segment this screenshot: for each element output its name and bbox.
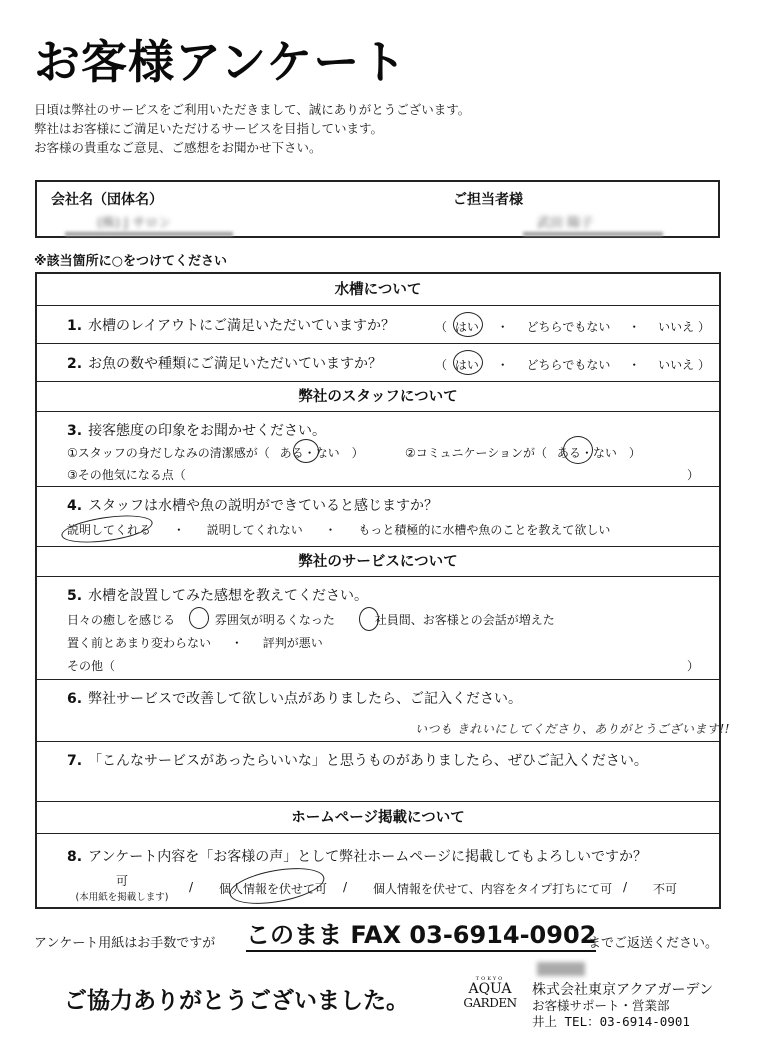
question-3-number: 3.	[67, 423, 83, 439]
question-7-text: 「こんなサービスがあったらいいな」と思うものがありましたら、ぜひご記入ください。	[88, 753, 648, 769]
section-homepage-title: ホームページ掲載について	[291, 810, 465, 826]
section-homepage-header	[37, 802, 719, 834]
question-8-text: アンケート内容を「お客様の声」として弊社ホームページに掲載してもよろしいですか？	[88, 849, 647, 865]
q3-sub2-selected-circle	[563, 436, 593, 464]
q2-option-neutral[interactable]: どちらでもない	[526, 358, 611, 372]
fax-number: このまま FAX 03-6914-0902	[246, 920, 596, 952]
company-name: 株式会社東京アクアガーデン	[532, 982, 714, 998]
person-name-underline	[523, 232, 663, 236]
section-tank-header	[37, 274, 719, 306]
question-5-number: 5.	[67, 588, 83, 604]
q4-selected-circle	[60, 511, 154, 548]
q2-option-no[interactable]: いいえ	[658, 358, 695, 372]
q3-sub1-selected-circle	[293, 439, 319, 463]
person-name-label: ご担当者様	[453, 192, 523, 208]
question-4-number: 4.	[67, 498, 83, 514]
question-6-text: 弊社サービスで改善して欲しい点がありましたら、ご記入ください。	[88, 691, 523, 707]
section-service-title: 弊社のサービスについて	[298, 554, 458, 570]
q5-option-brighter[interactable]: 雰囲気が明るくなった	[214, 613, 335, 627]
question-3: 3. 接客態度の印象をお聞かせください。 ①スタッフの身だしなみの清潔感が（ ある・ない ） ②コミュニケーションが（ ある・ない ） ③その他気になる点（ ）	[37, 412, 719, 487]
question-1	[37, 306, 719, 344]
q3-sub-3: ③その他気になる点（	[67, 468, 186, 482]
q8-option-not-allowed[interactable]: 不可	[653, 882, 678, 896]
section-staff-header	[37, 382, 719, 412]
q1-option-neutral[interactable]: どちらでもない	[526, 320, 611, 334]
company-name-label: 会社名（団体名）	[51, 192, 163, 208]
q3-sub-1: ①スタッフの身だしなみの清潔感が（ ある・ない ）	[67, 446, 364, 460]
q6-handwritten-answer[interactable]: いつも きれいにしてくださり、ありがとうございます!!	[415, 722, 730, 736]
question-8-number: 8.	[67, 849, 83, 865]
company-name-underline	[65, 232, 233, 236]
fax-instruction	[34, 920, 734, 956]
q4-option-explains[interactable]: 説明してくれる	[67, 523, 152, 537]
q5-other: その他（	[67, 659, 116, 673]
question-7-number: 7.	[67, 753, 83, 769]
question-2-options: （ はい ・ どちらでもない ・ いいえ ）	[435, 358, 710, 372]
question-5: 5. 水槽を設置してみた感想を教えてください。 日々の癒しを感じる 雰囲気が明るくなった 社員間、お客様との会話が増えた 置く前とあまり変わらない ・ 評判が悪い その他（ ）	[37, 577, 719, 680]
question-4-options: 説明してくれる ・ 説明してくれない ・ もっと積極的に水槽や魚のことを教えて欲しい	[67, 523, 611, 537]
q3-sub2-option-no[interactable]: ・ない ）	[580, 446, 641, 460]
q4-option-not-explains[interactable]: 説明してくれない	[206, 523, 303, 537]
fax-prefix: アンケート用紙はお手数ですが	[34, 936, 216, 951]
q3-sub1-option-no[interactable]: ・ない ）	[303, 446, 364, 460]
instruction-note: ※該当箇所に○をつけてください	[34, 254, 227, 269]
company-contact: 井上 TEL：03-6914-0901	[532, 1014, 690, 1029]
q5-mark-2	[359, 607, 379, 631]
section-staff-title: 弊社のスタッフについて	[298, 389, 458, 405]
question-6-number: 6.	[67, 691, 83, 707]
question-3-text: 接客態度の印象をお聞かせください。	[88, 423, 327, 439]
q5-option-bad-reputation[interactable]: 評判が悪い	[262, 636, 323, 650]
q5-option-more-conversation[interactable]: 社員間、お客様との会話が増えた	[374, 613, 555, 627]
q3-sub1-option-yes[interactable]: ある	[279, 446, 304, 460]
section-tank-title: 水槽について	[334, 282, 422, 298]
q5-line-1	[67, 611, 555, 628]
q1-selected-circle	[453, 312, 483, 337]
q2-option-yes[interactable]: はい	[454, 358, 479, 372]
intro-text	[34, 100, 470, 157]
q8-option-anonymous[interactable]: 個人情報を伏せて可	[219, 882, 328, 896]
q8-option-allowed[interactable]: 可 (本用紙を掲載します)	[75, 874, 169, 903]
question-8: 8. アンケート内容を「お客様の声」として弊社ホームページに掲載してもよろしいですか？ 可 (本用紙を掲載します) / 個人情報を伏せて可 / 個人情報を伏せて、内容をタイプ打ちにて可 / 不可	[37, 834, 719, 909]
company-name-value[interactable]: (株) J サロン	[97, 216, 172, 231]
q5-mark-1	[189, 607, 209, 629]
q3-sub2-option-yes[interactable]: ある	[556, 446, 581, 460]
question-2	[37, 344, 719, 382]
question-4	[37, 487, 719, 547]
redacted-stamp	[537, 962, 585, 976]
question-6	[37, 680, 730, 742]
page-title: お客様アンケート	[34, 35, 408, 89]
question-4-text: スタッフは水槽や魚の説明ができていると感じますか？	[88, 498, 439, 514]
intro-line-3: お客様の貴重なご意見、ご感想をお聞かせ下さい。	[34, 140, 322, 155]
question-1-options: （ はい ・ どちらでもない ・ いいえ ）	[435, 320, 710, 334]
q1-option-no[interactable]: いいえ	[658, 320, 695, 334]
aqua-garden-logo: TOKYO AQUA GARDEN	[463, 976, 517, 1010]
company-info	[532, 982, 713, 1030]
thanks-message: ご協力ありがとうございました。	[64, 988, 409, 1014]
q1-option-yes[interactable]: はい	[454, 320, 479, 334]
question-2-number: 2.	[67, 356, 83, 372]
name-box	[35, 180, 720, 238]
q8-option-typed[interactable]: 個人情報を伏せて、内容をタイプ打ちにて可	[373, 882, 613, 896]
q5-option-no-change[interactable]: 置く前とあまり変わらない	[67, 636, 212, 650]
company-department: お客様サポート・営業部	[532, 998, 670, 1013]
question-1-text: 水槽のレイアウトにご満足いただいていますか？	[88, 318, 395, 334]
q2-selected-circle	[453, 350, 483, 375]
q3-sub-2: ②コミュニケーションが（ ある・ない ）	[405, 446, 641, 460]
q8-selected-circle	[227, 862, 327, 910]
q4-option-more[interactable]: もっと積極的に水槽や魚のことを教えて欲しい	[358, 523, 611, 537]
survey-form	[35, 272, 730, 909]
question-7	[37, 742, 719, 802]
q5-line-2: 置く前とあまり変わらない ・ 評判が悪い	[67, 636, 323, 650]
question-1-number: 1.	[67, 318, 83, 334]
section-service-header	[37, 547, 719, 577]
q5-option-healing[interactable]: 日々の癒しを感じる	[67, 613, 176, 627]
intro-line-2: 弊社はお客様にご満足いただけるサービスを目指しています。	[34, 121, 384, 136]
question-5-text: 水槽を設置してみた感想を教えてください。	[88, 588, 369, 604]
question-2-text: お魚の数や種類にご満足いただいていますか？	[88, 356, 383, 372]
person-name-value[interactable]: 武田 陽子	[537, 216, 594, 231]
intro-line-1: 日頃は弊社のサービスをご利用いただきまして、誠にありがとうございます。	[34, 102, 471, 117]
fax-suffix: までご返送ください。	[588, 936, 719, 951]
